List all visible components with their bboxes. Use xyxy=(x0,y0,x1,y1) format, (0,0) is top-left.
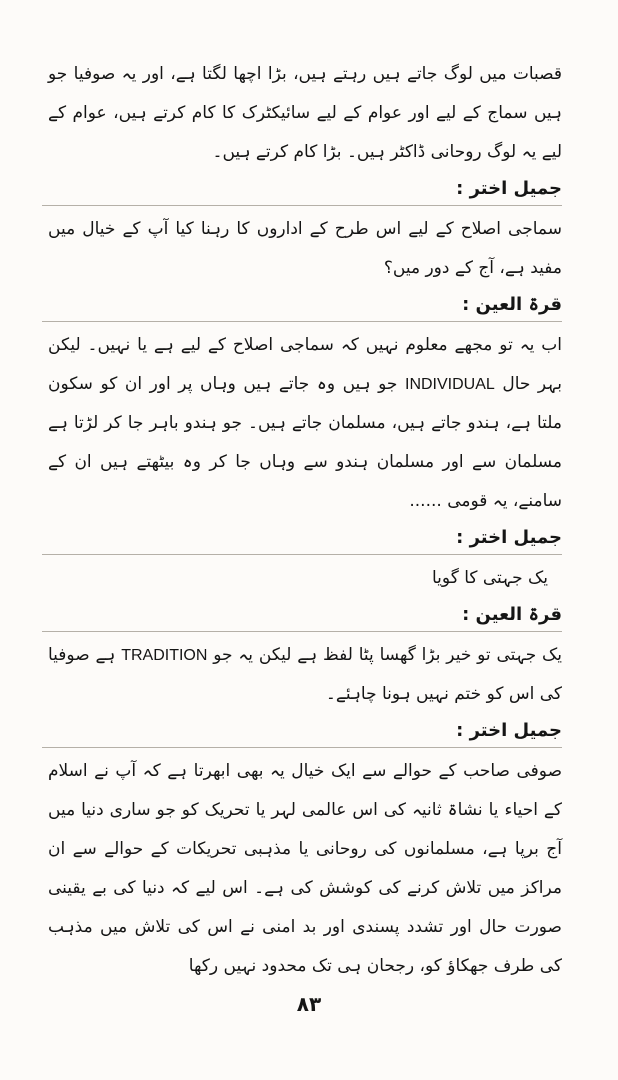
speaker-label: قرۃ العین : xyxy=(462,294,562,315)
paragraph: سماجی اصلاح کے لیے اس طرح کے اداروں کا رہنا کیا آپ کے خیال میں مفید ہے، آج کے دور میں؟ xyxy=(48,219,562,278)
paragraph: اب یہ تو مجھے معلوم نہیں کہ سماجی اصلاح کے لیے ہے یا نہیں۔ لیکن بہر حال INDIVIDUAL جو ہیں وہ جاتے ہیں وہاں پر اور ان کو سکون ملتا ہے، ہندو جاتے ہیں، مسلمان جاتے ہیں۔ جو ہندو باہر جا کر لڑتا ہے مسلمان سے اور مسلمان ہندو سے وہاں جا کر وہ بیٹھتے ہیں ان کے سامنے، یہ قومی ...... xyxy=(48,335,563,511)
speaker-divider xyxy=(42,205,562,206)
speaker-divider xyxy=(42,747,562,748)
paragraph: قصبات میں لوگ جاتے ہیں رہتے ہیں، بڑا اچھا لگتا ہے، اور یہ صوفیا جو ہیں سماج کے لیے اور عوام کے لیے سائیکٹرک کا کام کرتے ہیں، عوام کے لیے یہ لوگ روحانی ڈاکٹر ہیں۔ بڑا کام کرتے ہیں۔ xyxy=(48,64,562,162)
paragraph: یک جہتی کا گویا xyxy=(432,568,548,588)
speaker-label: جمیل اختر : xyxy=(456,178,562,199)
page-number: ۸۳ xyxy=(296,992,322,1016)
speaker-label: قرۃ العین : xyxy=(462,604,562,625)
speaker-label: جمیل اختر : xyxy=(456,527,562,548)
latin-term: TRADITION xyxy=(121,647,208,664)
speaker-divider xyxy=(42,554,562,555)
latin-term: INDIVIDUAL xyxy=(405,376,495,393)
speaker-divider xyxy=(42,631,562,632)
speaker-label: جمیل اختر : xyxy=(456,720,562,741)
paragraph: صوفی صاحب کے حوالے سے ایک خیال یہ بھی ابھرتا ہے کہ آپ نے اسلام کے احیاء یا نشاۃ ثانیہ کی اس عالمی لہر یا تحریک کو جو ساری دنیا میں آج برپا ہے، مسلمانوں کی روحانی یا مذہبی تحریکات کے حوالے سے ان مراکز میں تلاش کرنے کی کوشش کی ہے۔ اس لیے کہ دنیا کی بے یقینی صورت حال اور تشدد پسندی اور بد امنی نے اس کی تلاش میں مذہب کی طرف جھکاؤ کو، رجحان ہی تک محدود نہیں رکھا xyxy=(48,761,562,976)
paragraph: یک جہتی تو خیر بڑا گھسا پٹا لفظ ہے لیکن یہ جو TRADITION ہے صوفیا کی اس کو ختم نہیں ہونا چاہئے۔ xyxy=(48,645,562,704)
speaker-divider xyxy=(42,321,562,322)
